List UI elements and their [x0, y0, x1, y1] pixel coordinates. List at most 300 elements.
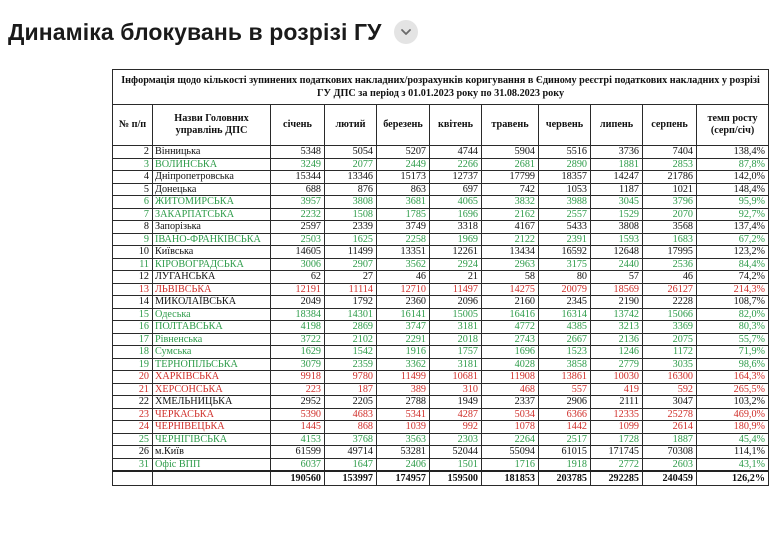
region-name: ХЕРСОНСЬКА — [153, 383, 271, 396]
month-value: 2190 — [591, 296, 643, 309]
month-value: 1696 — [482, 346, 539, 359]
table-row — [113, 458, 769, 471]
column-header: липень — [591, 105, 643, 146]
month-value: 46 — [643, 271, 697, 284]
month-value: 2258 — [377, 233, 430, 246]
month-value: 16592 — [539, 246, 591, 259]
month-value: 3568 — [643, 221, 697, 234]
month-value: 1523 — [539, 346, 591, 359]
month-value: 5034 — [482, 408, 539, 421]
growth-rate: 142,0% — [697, 171, 769, 184]
table-row — [113, 171, 769, 184]
month-value: 1246 — [591, 346, 643, 359]
month-value: 2345 — [539, 296, 591, 309]
region-name: ЗАКАРПАТСЬКА — [153, 208, 271, 221]
month-value: 4287 — [430, 408, 482, 421]
month-value: 1099 — [591, 421, 643, 434]
month-value: 13742 — [591, 308, 643, 321]
row-number: 14 — [113, 296, 153, 309]
month-value: 61015 — [539, 446, 591, 459]
month-value: 1172 — [643, 346, 697, 359]
month-value: 2291 — [377, 333, 430, 346]
month-value: 3858 — [539, 358, 591, 371]
total-value: 153997 — [325, 471, 377, 486]
month-value: 2853 — [643, 158, 697, 171]
month-value: 2160 — [482, 296, 539, 309]
month-value: 2096 — [430, 296, 482, 309]
region-name: ХАРКІВСЬКА — [153, 371, 271, 384]
month-value: 11114 — [325, 283, 377, 296]
month-value: 13346 — [325, 171, 377, 184]
table-row — [113, 358, 769, 371]
row-number: 20 — [113, 371, 153, 384]
month-value: 58 — [482, 271, 539, 284]
month-value: 14275 — [482, 283, 539, 296]
month-value: 4065 — [430, 196, 482, 209]
table-row — [113, 346, 769, 359]
month-value: 2907 — [325, 258, 377, 271]
month-value: 1629 — [271, 346, 325, 359]
region-name: МИКОЛАЇВСЬКА — [153, 296, 271, 309]
row-number: 24 — [113, 421, 153, 434]
month-value: 171745 — [591, 446, 643, 459]
month-value: 70308 — [643, 446, 697, 459]
growth-rate: 114,1% — [697, 446, 769, 459]
month-value: 1508 — [325, 208, 377, 221]
month-value: 2779 — [591, 358, 643, 371]
month-value: 2963 — [482, 258, 539, 271]
row-number: 21 — [113, 383, 153, 396]
row-number: 8 — [113, 221, 153, 234]
month-value: 863 — [377, 183, 430, 196]
month-value: 2232 — [271, 208, 325, 221]
table-row — [113, 371, 769, 384]
row-number: 10 — [113, 246, 153, 259]
month-value: 1442 — [539, 421, 591, 434]
table-row — [113, 383, 769, 396]
table-row — [113, 433, 769, 446]
month-value: 419 — [591, 383, 643, 396]
row-number: 12 — [113, 271, 153, 284]
month-value: 223 — [271, 383, 325, 396]
month-value: 10030 — [591, 371, 643, 384]
month-value: 3079 — [271, 358, 325, 371]
growth-rate: 45,4% — [697, 433, 769, 446]
table-row — [113, 158, 769, 171]
total-growth-rate: 126,2% — [697, 471, 769, 486]
data-sheet-image — [112, 69, 780, 541]
row-number: 7 — [113, 208, 153, 221]
month-value: 1187 — [591, 183, 643, 196]
table-row — [113, 208, 769, 221]
month-value: 62 — [271, 271, 325, 284]
table-body — [113, 146, 769, 486]
month-value: 13434 — [482, 246, 539, 259]
month-value: 17995 — [643, 246, 697, 259]
month-value: 5341 — [377, 408, 430, 421]
growth-rate: 164,3% — [697, 371, 769, 384]
month-value: 1683 — [643, 233, 697, 246]
month-value: 4385 — [539, 321, 591, 334]
month-value: 3808 — [591, 221, 643, 234]
region-name: ЛЬВІВСЬКА — [153, 283, 271, 296]
month-value: 5390 — [271, 408, 325, 421]
month-value: 15005 — [430, 308, 482, 321]
month-value: 2772 — [591, 458, 643, 471]
month-value: 13861 — [539, 371, 591, 384]
growth-rate: 108,7% — [697, 296, 769, 309]
growth-rate: 138,4% — [697, 146, 769, 159]
month-value: 16300 — [643, 371, 697, 384]
month-value: 12335 — [591, 408, 643, 421]
column-header: темп росту (серп/січ) — [697, 105, 769, 146]
month-value: 16416 — [482, 308, 539, 321]
month-value: 2077 — [325, 158, 377, 171]
region-name: ЧЕРНІГІВСЬКА — [153, 433, 271, 446]
growth-rate: 71,9% — [697, 346, 769, 359]
month-value: 3213 — [591, 321, 643, 334]
month-value: 46 — [377, 271, 430, 284]
month-value: 2266 — [430, 158, 482, 171]
region-name: ВОЛИНСЬКА — [153, 158, 271, 171]
region-name: Запорізька — [153, 221, 271, 234]
growth-rate: 148,4% — [697, 183, 769, 196]
month-value: 1728 — [591, 433, 643, 446]
month-value: 1716 — [482, 458, 539, 471]
month-value: 3369 — [643, 321, 697, 334]
month-value: 3988 — [539, 196, 591, 209]
growth-rate: 469,0% — [697, 408, 769, 421]
table-row — [113, 396, 769, 409]
table-row — [113, 308, 769, 321]
month-value: 2339 — [325, 221, 377, 234]
growth-rate: 180,9% — [697, 421, 769, 434]
month-value: 2136 — [591, 333, 643, 346]
month-value: 6037 — [271, 458, 325, 471]
month-value: 27 — [325, 271, 377, 284]
month-value: 9918 — [271, 371, 325, 384]
total-value: 292285 — [591, 471, 643, 486]
total-blank-cell — [153, 471, 271, 486]
row-number: 4 — [113, 171, 153, 184]
month-value: 12261 — [430, 246, 482, 259]
region-name: Сумська — [153, 346, 271, 359]
month-value: 3562 — [377, 258, 430, 271]
month-value: 2906 — [539, 396, 591, 409]
month-value: 2228 — [643, 296, 697, 309]
table-row — [113, 196, 769, 209]
month-value: 53281 — [377, 446, 430, 459]
table-row — [113, 271, 769, 284]
month-value: 3681 — [377, 196, 430, 209]
month-value: 2614 — [643, 421, 697, 434]
growth-rate: 43,1% — [697, 458, 769, 471]
total-row — [113, 471, 769, 486]
column-header: № п/п — [113, 105, 153, 146]
table-row — [113, 421, 769, 434]
month-value: 12737 — [430, 171, 482, 184]
month-value: 21 — [430, 271, 482, 284]
region-name: Офіс ВПП — [153, 458, 271, 471]
month-value: 3249 — [271, 158, 325, 171]
month-value: 3957 — [271, 196, 325, 209]
month-value: 2337 — [482, 396, 539, 409]
table-row — [113, 321, 769, 334]
month-value: 1529 — [591, 208, 643, 221]
total-value: 240459 — [643, 471, 697, 486]
region-name: ЧЕРНІВЕЦЬКА — [153, 421, 271, 434]
row-number: 22 — [113, 396, 153, 409]
table-row — [113, 146, 769, 159]
month-value: 2869 — [325, 321, 377, 334]
month-value: 4683 — [325, 408, 377, 421]
month-value: 14247 — [591, 171, 643, 184]
month-value: 1949 — [430, 396, 482, 409]
month-value: 1916 — [377, 346, 430, 359]
month-value: 1445 — [271, 421, 325, 434]
growth-rate: 92,7% — [697, 208, 769, 221]
month-value: 6366 — [539, 408, 591, 421]
row-number: 23 — [113, 408, 153, 421]
month-value: 1969 — [430, 233, 482, 246]
month-value: 2557 — [539, 208, 591, 221]
growth-rate: 265,5% — [697, 383, 769, 396]
month-value: 468 — [482, 383, 539, 396]
month-value: 18384 — [271, 308, 325, 321]
month-value: 25278 — [643, 408, 697, 421]
month-value: 12710 — [377, 283, 430, 296]
row-number: 19 — [113, 358, 153, 371]
month-value: 2303 — [430, 433, 482, 446]
month-value: 2070 — [643, 208, 697, 221]
region-name: ЖИТОМИРСЬКА — [153, 196, 271, 209]
month-value: 742 — [482, 183, 539, 196]
month-value: 3747 — [377, 321, 430, 334]
month-value: 1881 — [591, 158, 643, 171]
month-value: 9780 — [325, 371, 377, 384]
row-number: 13 — [113, 283, 153, 296]
month-value: 16141 — [377, 308, 430, 321]
month-value: 1785 — [377, 208, 430, 221]
month-value: 3035 — [643, 358, 697, 371]
region-name: Рівненська — [153, 333, 271, 346]
growth-rate: 98,6% — [697, 358, 769, 371]
month-value: 17799 — [482, 171, 539, 184]
column-header-row — [113, 105, 769, 146]
growth-rate: 67,2% — [697, 233, 769, 246]
month-value: 4772 — [482, 321, 539, 334]
month-value: 55094 — [482, 446, 539, 459]
month-value: 2681 — [482, 158, 539, 171]
month-value: 5516 — [539, 146, 591, 159]
row-number: 11 — [113, 258, 153, 271]
growth-rate: 80,3% — [697, 321, 769, 334]
month-value: 18569 — [591, 283, 643, 296]
region-name: ПОЛТАВСЬКА — [153, 321, 271, 334]
month-value: 2018 — [430, 333, 482, 346]
month-value: 4167 — [482, 221, 539, 234]
month-value: 2536 — [643, 258, 697, 271]
month-value: 310 — [430, 383, 482, 396]
column-header: січень — [271, 105, 325, 146]
total-value: 174957 — [377, 471, 430, 486]
row-number: 17 — [113, 333, 153, 346]
region-name: ХМЕЛЬНИЦЬКА — [153, 396, 271, 409]
month-value: 1625 — [325, 233, 377, 246]
month-value: 5054 — [325, 146, 377, 159]
growth-rate: 214,3% — [697, 283, 769, 296]
growth-rate: 95,9% — [697, 196, 769, 209]
column-header: травень — [482, 105, 539, 146]
month-value: 1021 — [643, 183, 697, 196]
month-value: 1887 — [643, 433, 697, 446]
expand-toggle-button[interactable] — [394, 20, 418, 44]
month-value: 3006 — [271, 258, 325, 271]
row-number: 9 — [113, 233, 153, 246]
month-value: 57 — [591, 271, 643, 284]
month-value: 3181 — [430, 358, 482, 371]
month-value: 11497 — [430, 283, 482, 296]
month-value: 3362 — [377, 358, 430, 371]
month-value: 61599 — [271, 446, 325, 459]
row-number: 2 — [113, 146, 153, 159]
page-title: Динаміка блокувань в розрізі ГУ — [8, 18, 382, 45]
month-value: 5433 — [539, 221, 591, 234]
month-value: 4028 — [482, 358, 539, 371]
page-header — [8, 12, 418, 52]
table-row — [113, 258, 769, 271]
month-value: 2503 — [271, 233, 325, 246]
growth-rate: 74,2% — [697, 271, 769, 284]
month-value: 3045 — [591, 196, 643, 209]
month-value: 2603 — [643, 458, 697, 471]
region-name: ІВАНО-ФРАНКІВСЬКА — [153, 233, 271, 246]
month-value: 592 — [643, 383, 697, 396]
month-value: 1696 — [430, 208, 482, 221]
chevron-down-icon — [400, 26, 412, 38]
month-value: 49714 — [325, 446, 377, 459]
row-number: 31 — [113, 458, 153, 471]
month-value: 3808 — [325, 196, 377, 209]
month-value: 2075 — [643, 333, 697, 346]
month-value: 2597 — [271, 221, 325, 234]
month-value: 2264 — [482, 433, 539, 446]
region-name: Донецька — [153, 183, 271, 196]
table-row — [113, 183, 769, 196]
month-value: 2406 — [377, 458, 430, 471]
month-value: 2517 — [539, 433, 591, 446]
month-value: 3563 — [377, 433, 430, 446]
region-name: Дніпропетровська — [153, 171, 271, 184]
table-row — [113, 296, 769, 309]
month-value: 12648 — [591, 246, 643, 259]
column-header: березень — [377, 105, 430, 146]
region-name: ЧЕРКАСЬКА — [153, 408, 271, 421]
region-name: ЛУГАНСЬКА — [153, 271, 271, 284]
region-name: ТЕРНОПІЛЬСЬКА — [153, 358, 271, 371]
month-value: 15173 — [377, 171, 430, 184]
month-value: 389 — [377, 383, 430, 396]
month-value: 14605 — [271, 246, 325, 259]
month-value: 3722 — [271, 333, 325, 346]
month-value: 4198 — [271, 321, 325, 334]
month-value: 5348 — [271, 146, 325, 159]
month-value: 1053 — [539, 183, 591, 196]
month-value: 2890 — [539, 158, 591, 171]
month-value: 3175 — [539, 258, 591, 271]
table-row — [113, 233, 769, 246]
month-value: 2359 — [325, 358, 377, 371]
month-value: 876 — [325, 183, 377, 196]
month-value: 1501 — [430, 458, 482, 471]
month-value: 1593 — [591, 233, 643, 246]
month-value: 15066 — [643, 308, 697, 321]
month-value: 1078 — [482, 421, 539, 434]
month-value: 14301 — [325, 308, 377, 321]
month-value: 2122 — [482, 233, 539, 246]
month-value: 4153 — [271, 433, 325, 446]
month-value: 2102 — [325, 333, 377, 346]
month-value: 16314 — [539, 308, 591, 321]
row-number: 16 — [113, 321, 153, 334]
month-value: 13351 — [377, 246, 430, 259]
growth-rate: 55,7% — [697, 333, 769, 346]
month-value: 11499 — [377, 371, 430, 384]
month-value: 20079 — [539, 283, 591, 296]
region-name: КІРОВОГРАДСЬКА — [153, 258, 271, 271]
month-value: 2743 — [482, 333, 539, 346]
table-row — [113, 333, 769, 346]
table-caption: Інформація щодо кількості зупинених податкових накладних/розрахунків коригування в Єдиному реєстрі податкових накладних у розрізі ГУ ДПС за період з 01.01.2023 року по 31.08.2023 року — [113, 70, 769, 105]
row-number: 5 — [113, 183, 153, 196]
table-row — [113, 221, 769, 234]
total-value: 203785 — [539, 471, 591, 486]
month-value: 21786 — [643, 171, 697, 184]
row-number: 15 — [113, 308, 153, 321]
month-value: 3832 — [482, 196, 539, 209]
month-value: 26127 — [643, 283, 697, 296]
row-number: 25 — [113, 433, 153, 446]
month-value: 2924 — [430, 258, 482, 271]
growth-rate: 82,0% — [697, 308, 769, 321]
table-row — [113, 246, 769, 259]
total-value: 159500 — [430, 471, 482, 486]
month-value: 2049 — [271, 296, 325, 309]
month-value: 2952 — [271, 396, 325, 409]
row-number: 3 — [113, 158, 153, 171]
month-value: 1542 — [325, 346, 377, 359]
blocking-table — [112, 69, 769, 486]
month-value: 80 — [539, 271, 591, 284]
row-number: 6 — [113, 196, 153, 209]
table-row — [113, 283, 769, 296]
month-value: 2788 — [377, 396, 430, 409]
month-value: 3749 — [377, 221, 430, 234]
month-value: 5904 — [482, 146, 539, 159]
month-value: 2440 — [591, 258, 643, 271]
month-value: 7404 — [643, 146, 697, 159]
region-name: Київська — [153, 246, 271, 259]
month-value: 3047 — [643, 396, 697, 409]
month-value: 1647 — [325, 458, 377, 471]
growth-rate: 84,4% — [697, 258, 769, 271]
month-value: 15344 — [271, 171, 325, 184]
region-name: Вінницька — [153, 146, 271, 159]
month-value: 18357 — [539, 171, 591, 184]
growth-rate: 137,4% — [697, 221, 769, 234]
month-value: 1757 — [430, 346, 482, 359]
region-name: м.Київ — [153, 446, 271, 459]
